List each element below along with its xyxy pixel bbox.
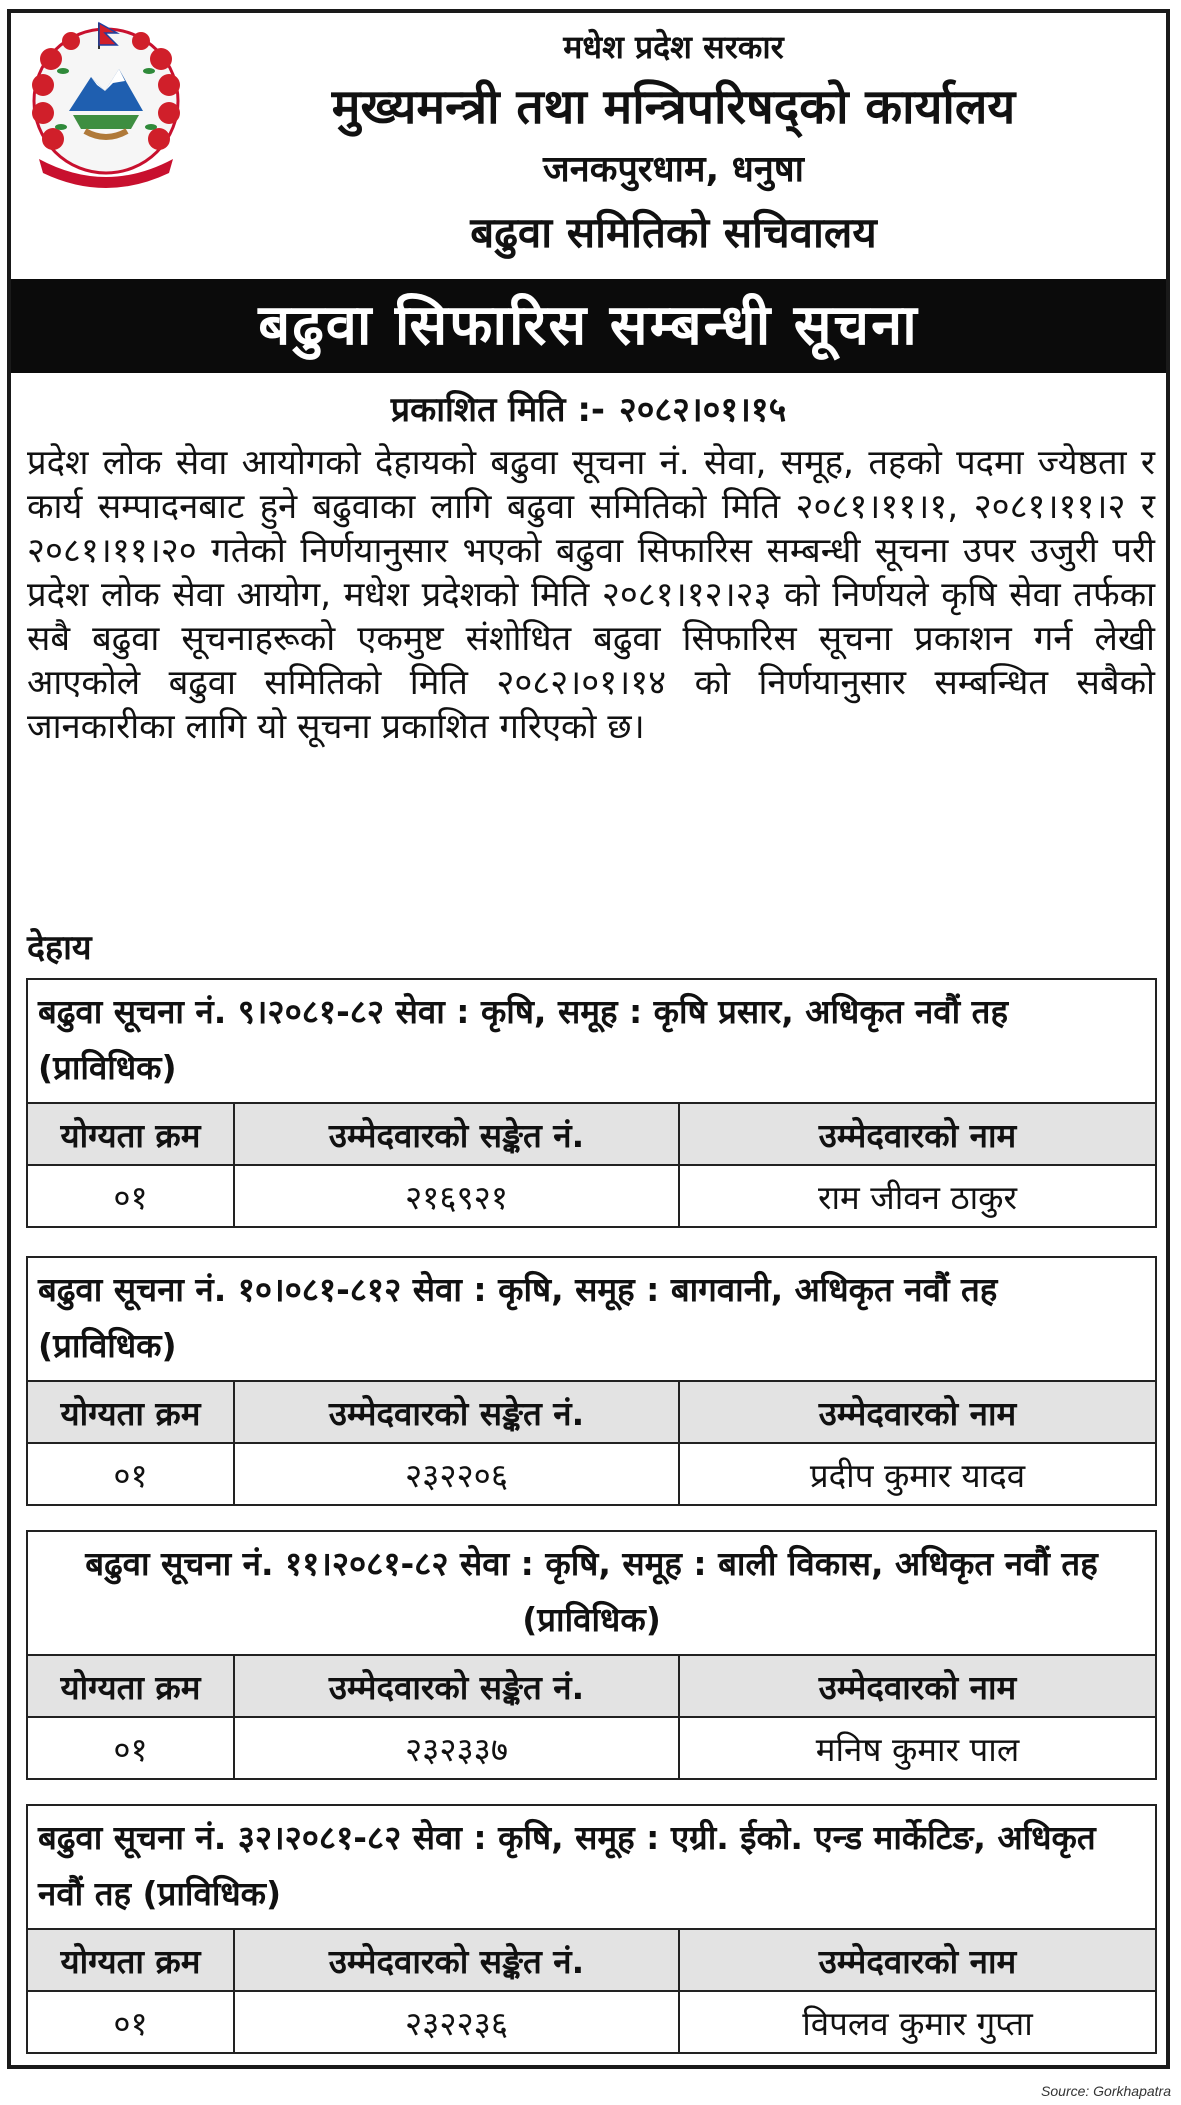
- notice-title: बढुवा सूचना नं. ३२।२०८१-८२ सेवा : कृषि, समूह : एग्री. ईको. एन्ड मार्केटिङ, अधिकृत नवौं तह (प्राविधिक): [28, 1806, 1155, 1930]
- promotion-notice-2: [26, 1256, 1157, 1506]
- government-name: मधेश प्रदेश सरकार: [563, 28, 784, 66]
- code-cell: २३२२०६: [234, 1443, 679, 1504]
- code-header: उम्मेदवारको सङ्केत नं.: [234, 1930, 679, 1991]
- notice-frame: [7, 9, 1170, 2069]
- result-table: [28, 1656, 1155, 1778]
- name-header: उम्मेदवारको नाम: [679, 1104, 1155, 1165]
- source-credit: Source: Gorkhapatra: [1041, 2083, 1171, 2099]
- office-name: मुख्यमन्त्री तथा मन्त्रिपरिषद्को कार्यालय: [331, 79, 1016, 135]
- header: [11, 13, 1166, 278]
- name-header: उम्मेदवारको नाम: [679, 1382, 1155, 1443]
- rank-cell: ०१: [28, 1165, 234, 1226]
- published-date-line: [11, 385, 1166, 431]
- name-header: उम्मेदवारको नाम: [679, 1930, 1155, 1991]
- dehaya-label: देहाय: [27, 928, 92, 968]
- nepal-emblem-icon: [21, 19, 191, 189]
- table-row: [28, 1165, 1155, 1226]
- promotion-notice-3: [26, 1530, 1157, 1780]
- notice-title: बढुवा सूचना नं. १०।०८१-८१२ सेवा : कृषि, समूह : बागवानी, अधिकृत नवौं तह (प्राविधिक): [28, 1258, 1155, 1382]
- rank-header: योग्यता क्रम: [28, 1930, 234, 1991]
- result-table: [28, 1930, 1155, 2052]
- table-row: [28, 1991, 1155, 2052]
- office-location: जनकपुरधाम, धनुषा: [543, 149, 804, 190]
- notice-banner: बढुवा सिफारिस सम्बन्धी सूचना: [11, 279, 1166, 373]
- promotion-notice-1: [26, 978, 1157, 1228]
- table-row: [28, 1443, 1155, 1504]
- table-header-row: [28, 1656, 1155, 1717]
- table-header-row: [28, 1382, 1155, 1443]
- rank-header: योग्यता क्रम: [28, 1104, 234, 1165]
- code-header: उम्मेदवारको सङ्केत नं.: [234, 1382, 679, 1443]
- rank-cell: ०१: [28, 1717, 234, 1778]
- secretariat-name: बढुवा समितिको सचिवालय: [470, 208, 877, 257]
- rank-header: योग्यता क्रम: [28, 1382, 234, 1443]
- code-header: उम्मेदवारको सङ्केत नं.: [234, 1656, 679, 1717]
- published-date: २०८२।०१।१५: [619, 390, 787, 430]
- promotion-notice-4: [26, 1804, 1157, 2054]
- code-cell: २१६९२१: [234, 1165, 679, 1226]
- table-header-row: [28, 1930, 1155, 1991]
- name-cell: विपलव कुमार गुप्ता: [679, 1991, 1155, 2052]
- name-cell: राम जीवन ठाकुर: [679, 1165, 1155, 1226]
- name-cell: मनिष कुमार पाल: [679, 1717, 1155, 1778]
- table-header-row: [28, 1104, 1155, 1165]
- rank-header: योग्यता क्रम: [28, 1656, 234, 1717]
- rank-cell: ०१: [28, 1991, 234, 2052]
- result-table: [28, 1382, 1155, 1504]
- table-row: [28, 1717, 1155, 1778]
- rank-cell: ०१: [28, 1443, 234, 1504]
- notice-title: बढुवा सूचना नं. ११।२०८१-८२ सेवा : कृषि, समूह : बाली विकास, अधिकृत नवौं तह (प्राविधिक): [28, 1532, 1155, 1656]
- published-label: प्रकाशित मिति :-: [390, 390, 606, 430]
- notice-body-text: प्रदेश लोक सेवा आयोगको देहायको बढुवा सूचना नं. सेवा, समूह, तहको पदमा ज्येष्ठता र कार्य सम्पादनबाट हुने बढुवाका लागि बढुवा समितिको मिति २०८१।११।१, २०८१।११।२ र २०८१।११।२० गतेको निर्णयानुसार भएको बढुवा सिफारिस सम्बन्धी सूचना उपर उजुरी परी प्रदेश लोक सेवा आयोग, मधेश प्रदेशको मिति २०८१।१२।२३ को निर्णयले कृषि सेवा तर्फका सबै बढुवा सूचनाहरूको एकमुष्ट संशोधित बढुवा सिफारिस सूचना प्रकाशन गर्न लेखी आएकोले बढुवा समितिको मिति २०८२।०१।१४ को निर्णयानुसार सम्बन्धित सबैको जानकारीका लागि यो सूचना प्रकाशित गरिएको छ।: [27, 443, 1155, 747]
- code-cell: २३२३३७: [234, 1717, 679, 1778]
- code-cell: २३२२३६: [234, 1991, 679, 2052]
- notice-title: बढुवा सूचना नं. ९।२०८१-८२ सेवा : कृषि, समूह : कृषि प्रसार, अधिकृत नवौं तह (प्राविधिक): [28, 980, 1155, 1104]
- result-table: [28, 1104, 1155, 1226]
- name-header: उम्मेदवारको नाम: [679, 1656, 1155, 1717]
- name-cell: प्रदीप कुमार यादव: [679, 1443, 1155, 1504]
- code-header: उम्मेदवारको सङ्केत नं.: [234, 1104, 679, 1165]
